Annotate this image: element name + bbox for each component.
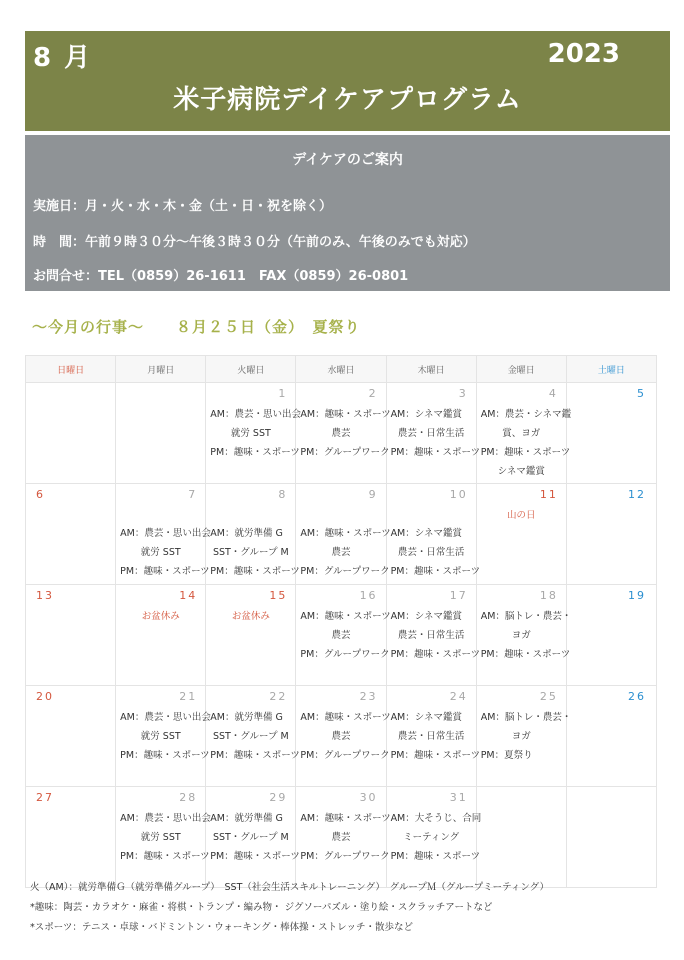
schedule-line: PM：趣味・スポーツ [210,750,300,761]
schedule-line: シネマ鑑賞 [497,466,545,477]
calendar-day-cell [296,383,391,484]
note-abbreviations: 火（AM）：就労準備Ｇ（就労準備グループ） SST（社会生活スキルトレーニング） グループＭ（グループミーティング） [30,882,549,893]
calendar-day-cell [386,787,482,888]
day-number: 20 [36,690,54,703]
schedule-line: 就労 SST [140,731,181,742]
day-schedule [210,524,300,581]
day-number: 24 [449,690,468,703]
weekday-fri: 金曜日 [476,356,566,383]
day-schedule [120,524,211,581]
day-number: 17 [449,589,468,602]
day-schedule [120,809,211,866]
schedule-line: 農芸・日常生活 [397,731,465,742]
day-number: 5 [637,387,646,400]
calendar-day-cell [116,686,211,787]
calendar-grid [25,355,657,888]
footnotes [30,878,549,938]
calendar-day-cell [206,686,300,787]
year-label: 2023 [547,39,620,69]
schedule-line: 農芸 [331,547,351,558]
schedule-line: AM：農芸・思い出会 [120,528,211,539]
calendar-day-cell [116,585,206,686]
calendar-day-cell [566,383,656,484]
calendar-day-cell [206,484,300,585]
schedule-line: AM：シネマ鑑賞 [390,611,462,622]
schedule-line: 農芸 [331,731,351,742]
day-schedule [480,708,572,765]
calendar-day-cell [26,686,116,787]
schedule-line: PM：趣味・スポーツ [120,566,210,577]
calendar-day-cell [206,787,300,888]
day-number: 19 [628,589,646,602]
calendar-day-cell [116,383,206,484]
calendar-week-row [26,686,657,787]
info-contact: お問合せ：TEL（0859）26-1611 FAX（0859）26-0801 [33,269,409,284]
calendar-day-cell [566,484,656,585]
calendar-day-cell [296,787,391,888]
calendar-day-cell [26,484,116,585]
weekday-header-row [26,356,657,383]
schedule-line: PM：グループワーク [300,447,390,458]
calendar-day-cell [26,787,116,888]
day-number: 18 [539,589,558,602]
monthly-event: ～今月の行事～ ８月２５日（金） 夏祭り [32,318,361,336]
day-schedule [210,405,301,462]
schedule-line: AM：趣味・スポーツ [300,813,391,824]
calendar-day-cell [26,383,116,484]
day-schedule [390,405,481,462]
schedule-line: SST・グループ M [212,731,289,742]
month-label: 8 月 [33,43,93,73]
schedule-line: AM：脳トレ・農芸・ [480,712,572,723]
header-banner [25,31,670,131]
day-number: 31 [449,791,468,804]
day-number: 2 [368,387,378,400]
schedule-line: PM：趣味・スポーツ [390,649,481,660]
schedule-line: PM：趣味・スポーツ [210,447,300,458]
info-days: 実施日：月・火・水・木・金（土・日・祝を除く） [33,199,333,214]
day-number: 15 [269,589,288,602]
schedule-line: PM：趣味・スポーツ [390,566,481,577]
schedule-line: AM：就労準備 G [210,528,283,539]
holiday-label: お盆休み [141,611,180,622]
weekday-tue: 火曜日 [206,356,296,383]
calendar-week-row [26,383,657,484]
calendar-day-cell [296,686,391,787]
info-hours: 時 間：午前９時３０分～午後３時３０分（午前のみ、午後のみでも対応） [33,235,476,250]
day-number: 23 [359,690,378,703]
schedule-line: ヨガ [511,731,531,742]
calendar-day-cell [566,787,656,888]
schedule-line: AM：農芸・シネマ鑑 [480,409,572,420]
calendar-day-cell [386,686,481,787]
schedule-line: PM：グループワーク [300,566,390,577]
day-number: 29 [269,791,288,804]
day-schedule [300,405,391,462]
day-number: 27 [36,791,54,804]
weekday-thu: 木曜日 [386,356,476,383]
page-title: 米子病院デイケアプログラム [173,85,522,115]
day-number: 12 [628,488,646,501]
calendar-day-cell [26,585,116,686]
schedule-line: AM：趣味・スポーツ [300,528,391,539]
calendar-day-cell [206,585,296,686]
calendar-day-cell [296,484,391,585]
schedule-line: PM：趣味・スポーツ [480,649,571,660]
day-schedule [390,809,482,866]
schedule-line: AM：趣味・スポーツ [300,712,391,723]
day-number: 16 [359,589,378,602]
calendar-day-cell [476,383,572,484]
day-schedule [210,708,300,765]
day-number: 11 [539,488,558,501]
day-number: 1 [278,387,288,400]
holiday-label: 山の日 [507,510,536,521]
schedule-line: 就労 SST [140,547,181,558]
schedule-line: PM：グループワーク [300,851,390,862]
schedule-line: PM：趣味・スポーツ [210,851,300,862]
day-schedule [300,607,391,664]
day-number: 22 [269,690,288,703]
day-schedule [390,524,481,581]
day-number: 28 [179,791,198,804]
day-schedule [300,809,391,866]
schedule-line: 農芸・日常生活 [397,547,465,558]
schedule-line: SST・グループ M [212,547,289,558]
calendar-day-cell [206,383,301,484]
day-schedule [481,506,562,525]
day-schedule [480,607,572,664]
schedule-line: AM：農芸・思い出会 [120,813,211,824]
calendar-day-cell [296,585,391,686]
schedule-line: 農芸・日常生活 [397,428,465,439]
schedule-line: AM：脳トレ・農芸・ [480,611,572,622]
schedule-line: AM：シネマ鑑賞 [390,409,462,420]
calendar-day-cell [476,585,572,686]
calendar-day-cell [116,484,211,585]
day-number: 13 [36,589,54,602]
schedule-line: PM：趣味・スポーツ [390,851,481,862]
schedule-line: 就労 SST [140,832,181,843]
schedule-line: PM：グループワーク [300,750,390,761]
day-schedule [120,607,201,626]
day-number: 7 [188,488,198,501]
schedule-line: PM：趣味・スポーツ [390,750,481,761]
day-number: 8 [278,488,288,501]
schedule-line: AM：シネマ鑑賞 [390,528,462,539]
calendar-day-cell [386,585,481,686]
schedule-line: AM：趣味・スポーツ [300,409,391,420]
day-number: 10 [449,488,468,501]
schedule-line: 農芸 [331,428,351,439]
schedule-line: 農芸・日常生活 [397,630,465,641]
calendar-day-cell [566,686,656,787]
calendar-day-cell [386,383,481,484]
day-schedule [210,809,300,866]
calendar-week-row [26,787,657,888]
holiday-label: お盆休み [231,611,270,622]
schedule-line: 賞、ヨガ [502,428,541,439]
schedule-line: 農芸 [331,630,351,641]
info-panel [25,135,670,291]
day-number: 30 [359,791,378,804]
schedule-line: AM：就労準備 G [210,712,283,723]
calendar-week-row [26,585,657,686]
day-number: 9 [368,488,378,501]
day-schedule [120,708,211,765]
weekday-sun: 日曜日 [26,356,116,383]
day-schedule [390,708,481,765]
calendar-day-cell [116,787,211,888]
day-schedule [390,607,481,664]
day-number: 6 [36,488,45,501]
schedule-line: PM：趣味・スポーツ [120,750,210,761]
schedule-line: PM：趣味・スポーツ [480,447,571,458]
calendar-week-row [26,484,657,585]
schedule-line: ヨガ [511,630,531,641]
day-schedule [300,708,391,765]
schedule-line: PM：グループワーク [300,649,390,660]
calendar-day-cell [476,787,566,888]
schedule-line: PM：趣味・スポーツ [210,566,300,577]
schedule-line: 就労 SST [230,428,271,439]
day-schedule [300,524,391,581]
schedule-line: PM：趣味・スポーツ [120,851,210,862]
schedule-line: PM：趣味・スポーツ [390,447,481,458]
schedule-line: AM：農芸・思い出会 [120,712,211,723]
schedule-line: SST・グループ M [212,832,289,843]
day-schedule [210,607,291,626]
schedule-line: PM：夏祭り [480,750,533,761]
info-heading: デイケアのご案内 [292,152,403,168]
day-number: 3 [458,387,468,400]
weekday-mon: 月曜日 [116,356,206,383]
schedule-line: AM：農芸・思い出会 [210,409,301,420]
day-schedule [480,405,572,481]
schedule-line: 農芸 [331,832,351,843]
schedule-line: ミーティング [403,832,460,843]
day-number: 25 [539,690,558,703]
calendar-day-cell [566,585,656,686]
schedule-line: AM：シネマ鑑賞 [390,712,462,723]
calendar-day-cell [476,484,566,585]
schedule-line: AM：大そうじ、合同 [390,813,482,824]
day-number: 4 [548,387,558,400]
weekday-wed: 水曜日 [296,356,386,383]
weekday-sat: 土曜日 [566,356,656,383]
note-sports: *スポーツ：テニス・卓球・バドミントン・ウォーキング・棒体操・ストレッチ・散歩など [30,922,414,933]
schedule-line: AM：就労準備 G [210,813,283,824]
calendar-day-cell [476,686,572,787]
calendar-day-cell [386,484,481,585]
day-number: 26 [628,690,646,703]
note-hobbies: *趣味：陶芸・カラオケ・麻雀・将棋・トランプ・編み物・ ジグソーパズル・塗り絵・スクラッチアートなど [30,902,493,913]
day-number: 21 [179,690,198,703]
day-number: 14 [179,589,198,602]
schedule-line: AM：趣味・スポーツ [300,611,391,622]
